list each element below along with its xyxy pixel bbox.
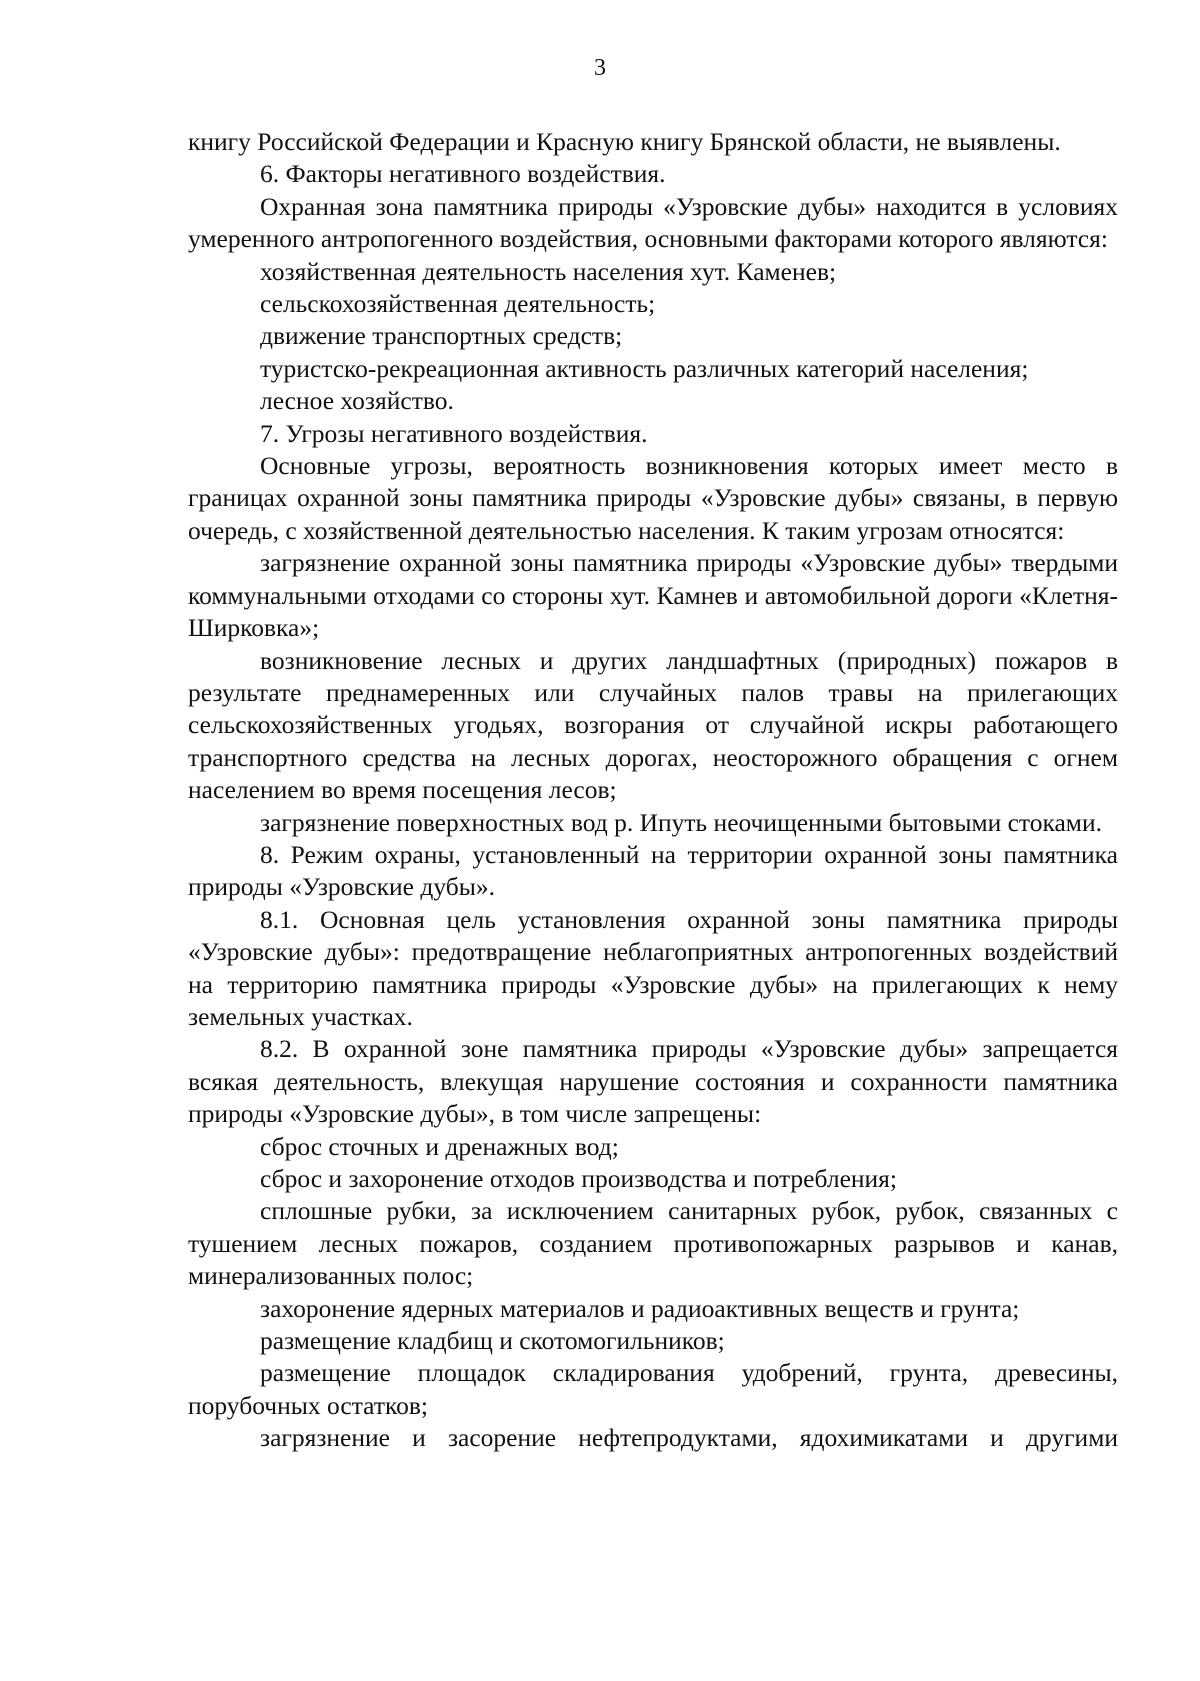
list-item: сброс и захоронение отходов производства и потребления; bbox=[260, 1164, 897, 1193]
list-item: размещение площадок складирования удобрений, грунта, древесины, порубочных остатков; bbox=[188, 1358, 1118, 1420]
list-item: сплошные рубки, за исключением санитарных рубок, рубок, связанных с тушением лесных пожаров, созданием противопожарных разрывов и канав, минерализованных полос; bbox=[188, 1196, 1118, 1291]
list-item: размещение кладбищ и скотомогильников; bbox=[260, 1326, 725, 1356]
list-item: сельскохозяйственная деятельность; bbox=[260, 289, 656, 319]
document-body bbox=[188, 126, 1118, 1455]
list-item: туристско-рекреационная активность различных категорий населения; bbox=[260, 353, 1029, 383]
paragraph: 8.1. Основная цель установления охранной зоны памятника природы «Узровские дубы»: предотвращение неблагоприятных антропогенных воздействий на территорию памятника природы «Узровские дубы» на прилегающих к нему земельных участках. bbox=[188, 904, 1118, 1031]
list-item: движение транспортных средств; bbox=[260, 321, 623, 351]
list-item: захоронение ядерных материалов и радиоактивных веществ и грунта; bbox=[260, 1293, 1020, 1323]
list-item: загрязнение поверхностных вод р. Ипуть неочищенными бытовыми стоками. bbox=[260, 807, 1102, 837]
page-number: 3 bbox=[594, 55, 606, 81]
list-item: хозяйственная деятельность населения хут. Каменев; bbox=[260, 256, 837, 286]
paragraph: книгу Российской Федерации и Красную книгу Брянской области, не выявлены. bbox=[188, 127, 1061, 156]
list-item: загрязнение и засорение нефтепродуктами, ядохимикатами и другими bbox=[260, 1423, 1118, 1453]
paragraph: Основные угрозы, вероятность возникновения которых имеет место в границах охранной зоны памятника природы «Узровские дубы» связаны, в первую очередь, с хозяйственной деятельностью населения. К таким угрозам относятся: bbox=[188, 451, 1118, 545]
paragraph: Охранная зона памятника природы «Узровские дубы» находится в условиях умеренного антропогенного воздействия, основными факторами которого являются: bbox=[188, 191, 1118, 254]
list-item: сброс сточных и дренажных вод; bbox=[260, 1131, 619, 1161]
section-heading: 7. Угрозы негативного воздействия. bbox=[260, 418, 648, 448]
list-item: загрязнение охранной зоны памятника природы «Узровские дубы» твердыми коммунальными отходами со стороны хут. Камнев и автомобильной дороги «Клетня-Ширковка»; bbox=[188, 548, 1118, 643]
paragraph: 8.2. В охранной зоне памятника природы «Узровские дубы» запрещается всякая деятельность, влекущая нарушение состояния и сохранности памятника природы «Узровские дубы», в том числе запрещены: bbox=[188, 1034, 1118, 1129]
list-item: возникновение лесных и других ландшафтных (природных) пожаров в результате преднамеренных или случайных палов травы на прилегающих сельскохозяйственных угодьях, возгорания от случайной искры работающего транспортного средства на лесных дорогах, неосторожного обращения с огнем населением во время посещения лесов; bbox=[188, 645, 1118, 805]
section-heading: 8. Режим охраны, установленный на территории охранной зоны памятника природы «Узровские дубы». bbox=[188, 839, 1118, 902]
list-item: лесное хозяйство. bbox=[260, 386, 454, 416]
section-heading: 6. Факторы негативного воздействия. bbox=[260, 159, 666, 189]
